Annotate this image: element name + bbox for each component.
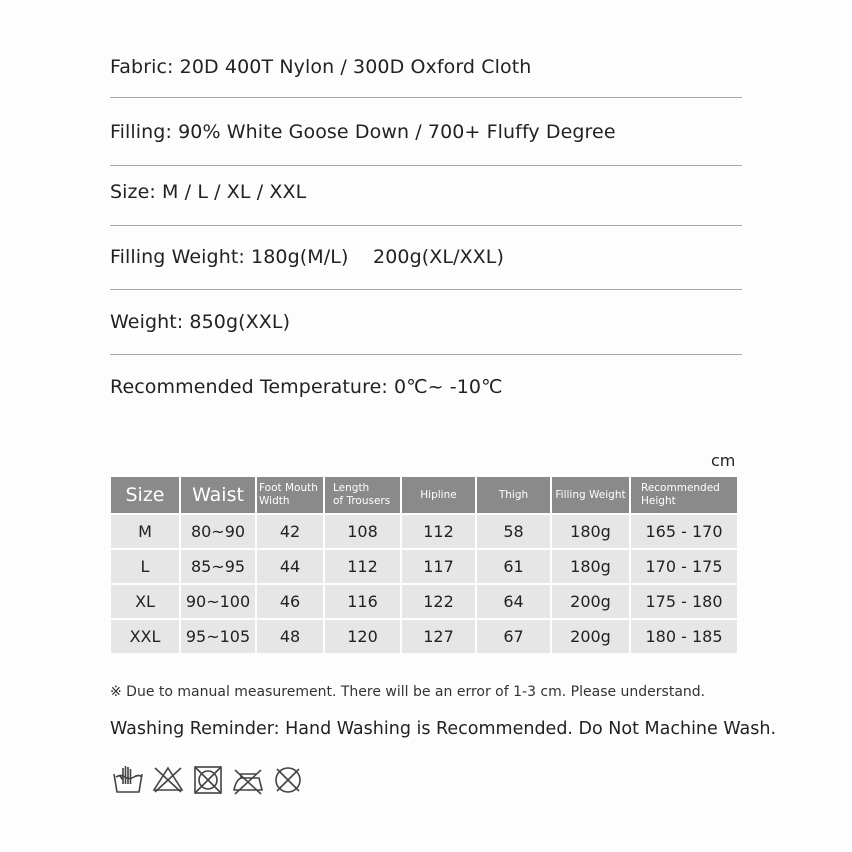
cell-waist: 90~100 <box>181 585 255 618</box>
header-hipline: Hipline <box>402 477 475 513</box>
cell-filling-weight: 180g <box>552 550 629 583</box>
spec-fabric-text: Fabric: 20D 400T Nylon / 300D Oxford Cloth <box>110 56 532 78</box>
divider <box>110 97 742 98</box>
spec-filling-text: Filling: 90% White Goose Down / 700+ Fluffy Degree <box>110 121 616 143</box>
table-row <box>111 620 737 653</box>
cell-foot-mouth: 44 <box>257 550 323 583</box>
cell-hipline: 112 <box>402 515 475 548</box>
cell-thigh: 61 <box>477 550 550 583</box>
header-length-line2: of Trousers <box>333 495 391 507</box>
cell-thigh: 67 <box>477 620 550 653</box>
cell-size: L <box>111 550 179 583</box>
hand-wash-icon <box>112 762 144 796</box>
cell-length: 112 <box>325 550 400 583</box>
do-not-tumble-dry-icon <box>192 762 224 796</box>
cell-waist: 85~95 <box>181 550 255 583</box>
spec-weight <box>110 311 742 333</box>
do-not-bleach-icon <box>152 762 184 796</box>
cell-height: 165 - 170 <box>631 515 737 548</box>
spec-weight-text: Weight: 850g(XXL) <box>110 311 291 333</box>
cell-hipline: 122 <box>402 585 475 618</box>
cell-height: 175 - 180 <box>631 585 737 618</box>
washing-reminder: Washing Reminder: Hand Washing is Recommended. Do Not Machine Wash. <box>110 719 777 739</box>
cell-size: XXL <box>111 620 179 653</box>
cell-waist: 80~90 <box>181 515 255 548</box>
header-thigh: Thigh <box>477 477 550 513</box>
spec-size <box>110 181 742 203</box>
size-chart-table <box>109 475 739 655</box>
do-not-dry-clean-icon <box>272 762 304 796</box>
cell-foot-mouth: 48 <box>257 620 323 653</box>
header-foot-mouth-line1: Foot Mouth <box>259 482 318 494</box>
header-foot-mouth <box>257 477 323 513</box>
table-row <box>111 550 737 583</box>
unit-label: cm <box>711 451 736 470</box>
cell-filling-weight: 200g <box>552 620 629 653</box>
spec-filling-weight <box>110 246 742 268</box>
cell-filling-weight: 200g <box>552 585 629 618</box>
cell-hipline: 117 <box>402 550 475 583</box>
cell-height: 170 - 175 <box>631 550 737 583</box>
cell-length: 120 <box>325 620 400 653</box>
divider <box>110 289 742 290</box>
cell-size: XL <box>111 585 179 618</box>
spec-filling-weight-text: Filling Weight: 180g(M/L) 200g(XL/XXL) <box>110 246 504 268</box>
divider <box>110 225 742 226</box>
cell-height: 180 - 185 <box>631 620 737 653</box>
header-height-line2: Height <box>641 495 676 507</box>
header-foot-mouth-line2: Width <box>259 495 290 507</box>
cell-filling-weight: 180g <box>552 515 629 548</box>
cell-size: M <box>111 515 179 548</box>
cell-length: 108 <box>325 515 400 548</box>
spec-fabric <box>110 56 742 78</box>
care-icons <box>112 762 304 796</box>
header-height-line1: Recommended <box>641 482 720 494</box>
header-height <box>631 477 737 513</box>
cell-thigh: 64 <box>477 585 550 618</box>
header-size: Size <box>111 477 179 513</box>
header-length-line1: Length <box>333 482 370 494</box>
header-length <box>325 477 400 513</box>
header-filling-weight: Filling Weight <box>552 477 629 513</box>
table-header-row <box>111 477 737 513</box>
measurement-note: ※ Due to manual measurement. There will be an error of 1-3 cm. Please understand. <box>110 684 706 700</box>
spec-temperature <box>110 376 742 398</box>
cell-waist: 95~105 <box>181 620 255 653</box>
cell-foot-mouth: 46 <box>257 585 323 618</box>
divider <box>110 354 742 355</box>
cell-hipline: 127 <box>402 620 475 653</box>
cell-length: 116 <box>325 585 400 618</box>
cell-foot-mouth: 42 <box>257 515 323 548</box>
cell-thigh: 58 <box>477 515 550 548</box>
header-waist: Waist <box>181 477 255 513</box>
spec-size-text: Size: M / L / XL / XXL <box>110 181 307 203</box>
table-row <box>111 585 737 618</box>
spec-temperature-text: Recommended Temperature: 0℃~ -10℃ <box>110 376 503 398</box>
table-row <box>111 515 737 548</box>
divider <box>110 165 742 166</box>
do-not-iron-icon <box>232 762 264 796</box>
spec-filling <box>110 121 742 143</box>
